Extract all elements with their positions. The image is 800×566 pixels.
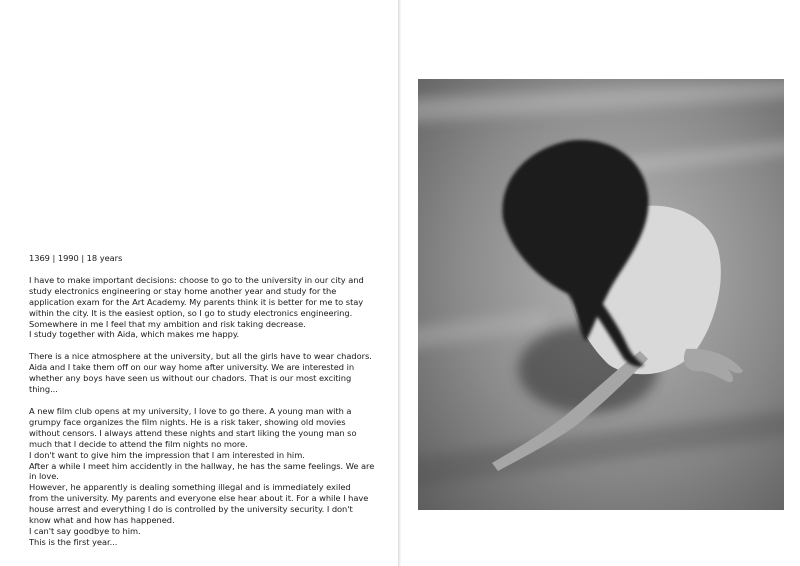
- paragraph-3: [29, 406, 381, 548]
- paragraph-2: [29, 351, 381, 395]
- text-line: I can't say goodbye to him.: [29, 525, 141, 536]
- text-line: Somewhere in me I feel that my ambition and risk taking decrease.: [29, 318, 306, 329]
- text-line: Aida and I take them off on our way home after university. We are interested in: [29, 362, 355, 373]
- text-line: from the university. My parents and everyone else hear about it. For a while I have: [29, 493, 369, 504]
- text-line: A new film club opens at my university, I love to go there. A young man with a: [29, 405, 352, 416]
- text-line: house arrest and everything I do is controlled by the university security. I don't: [29, 504, 353, 515]
- paragraph-1: [29, 275, 381, 340]
- text-line: thing...: [29, 384, 58, 395]
- text-line: However, he apparently is dealing something illegal and is immediately exiled: [29, 482, 351, 493]
- page-heading: 1369 | 1990 | 18 years: [29, 253, 123, 263]
- text-line: I study together with Aida, which makes me happy.: [29, 329, 240, 340]
- text-line: I have to make important decisions: choose to go to the university in our city and: [29, 274, 364, 285]
- photo-girl-from-above: [418, 79, 784, 510]
- text-line: After a while I meet him accidently in the hallway, he has the same feelings. We are: [29, 460, 375, 471]
- text-line: There is a nice atmosphere at the university, but all the girls have to wear chadors.: [29, 351, 372, 362]
- text-line: study electronics engineering or stay home another year and study for the: [29, 285, 337, 296]
- text-line: without censors. I always attend these nights and start liking the young man so: [29, 427, 357, 438]
- text-line: application exam for the Art Academy. My parents think it is better for me to stay: [29, 296, 364, 307]
- text-line: know what and how has happened.: [29, 515, 175, 526]
- text-line: whether any boys have seen us without our chadors. That is our most exciting: [29, 373, 352, 384]
- photograph: [418, 79, 784, 510]
- text-line: in love.: [29, 471, 59, 482]
- text-line: much that I decide to attend the film nights no more.: [29, 438, 248, 449]
- text-line: within the city. It is the easiest option, so I go to study electronics engineering.: [29, 307, 353, 318]
- left-page: [0, 0, 398, 566]
- text-line: I don't want to give him the impression that I am interested in him.: [29, 449, 305, 460]
- text-line: This is the first year...: [29, 536, 118, 547]
- text-line: grumpy face organizes the film nights. He is a risk taker, showing old movies: [29, 416, 346, 427]
- story-text: [29, 253, 381, 559]
- right-page: [401, 0, 800, 566]
